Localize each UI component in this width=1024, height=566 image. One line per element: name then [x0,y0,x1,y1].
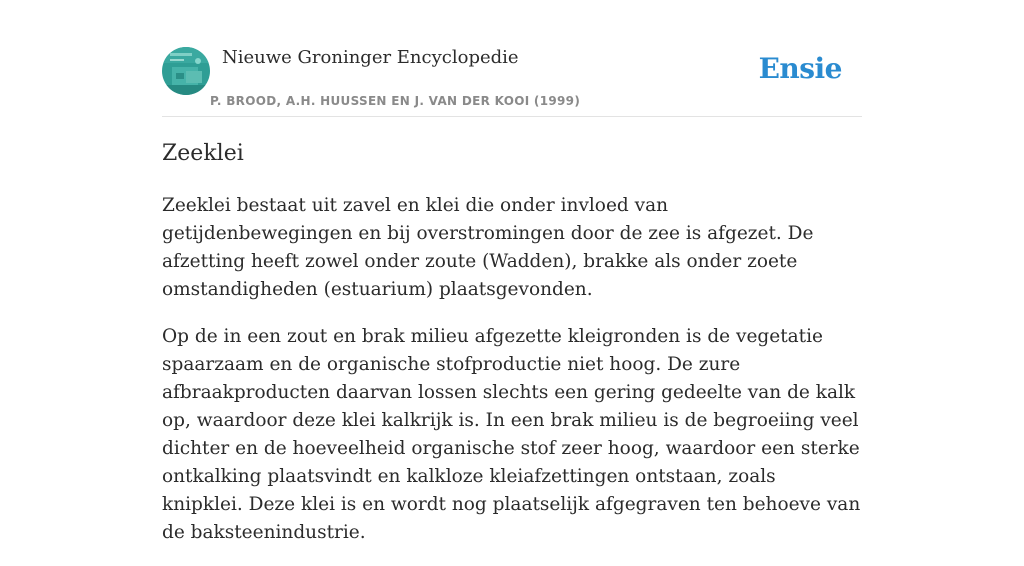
book-cover-icon [162,47,210,95]
entry-paragraph: Op de in een zout en brak milieu afgezette kleigronden is de vegetatie spaarzaam en de organische stofproductie niet hoog. De zure afbraakproducten daarvan lossen slechts een gering gedeelte van de kalk op, waardoor deze klei kalkrijk is. In een brak milieu is de begroeiing veel dichter en de hoeveelheid organische stof zeer hoog, waardoor een sterke ontkalking plaatsvindt en kalkloze kleiafzettingen ontstaan, zoals knipklei. Deze klei is en wordt nog plaatselijk afgegraven ten behoeve van de baksteenindustrie. [162,326,861,543]
source-authors: P. BROOD, A.H. HUUSSEN EN J. VAN DER KOOI (1999) [210,94,581,108]
entry-body [162,192,862,566]
source-header [162,44,862,117]
source-title[interactable]: Nieuwe Groninger Encyclopedie [222,47,519,68]
brand-logo[interactable]: Ensie [758,52,842,85]
source-cover-avatar[interactable] [162,47,210,95]
entry-title: Zeeklei [162,141,244,166]
entry-paragraph: Zeeklei bestaat uit zavel en klei die onder invloed van getijdenbewegingen en bij overstromingen door de zee is afgezet. De afzetting heeft zowel onder zoute (Wadden), brakke als onder zoete omstandigheden (estuarium) plaatsgevonden. [162,195,814,300]
